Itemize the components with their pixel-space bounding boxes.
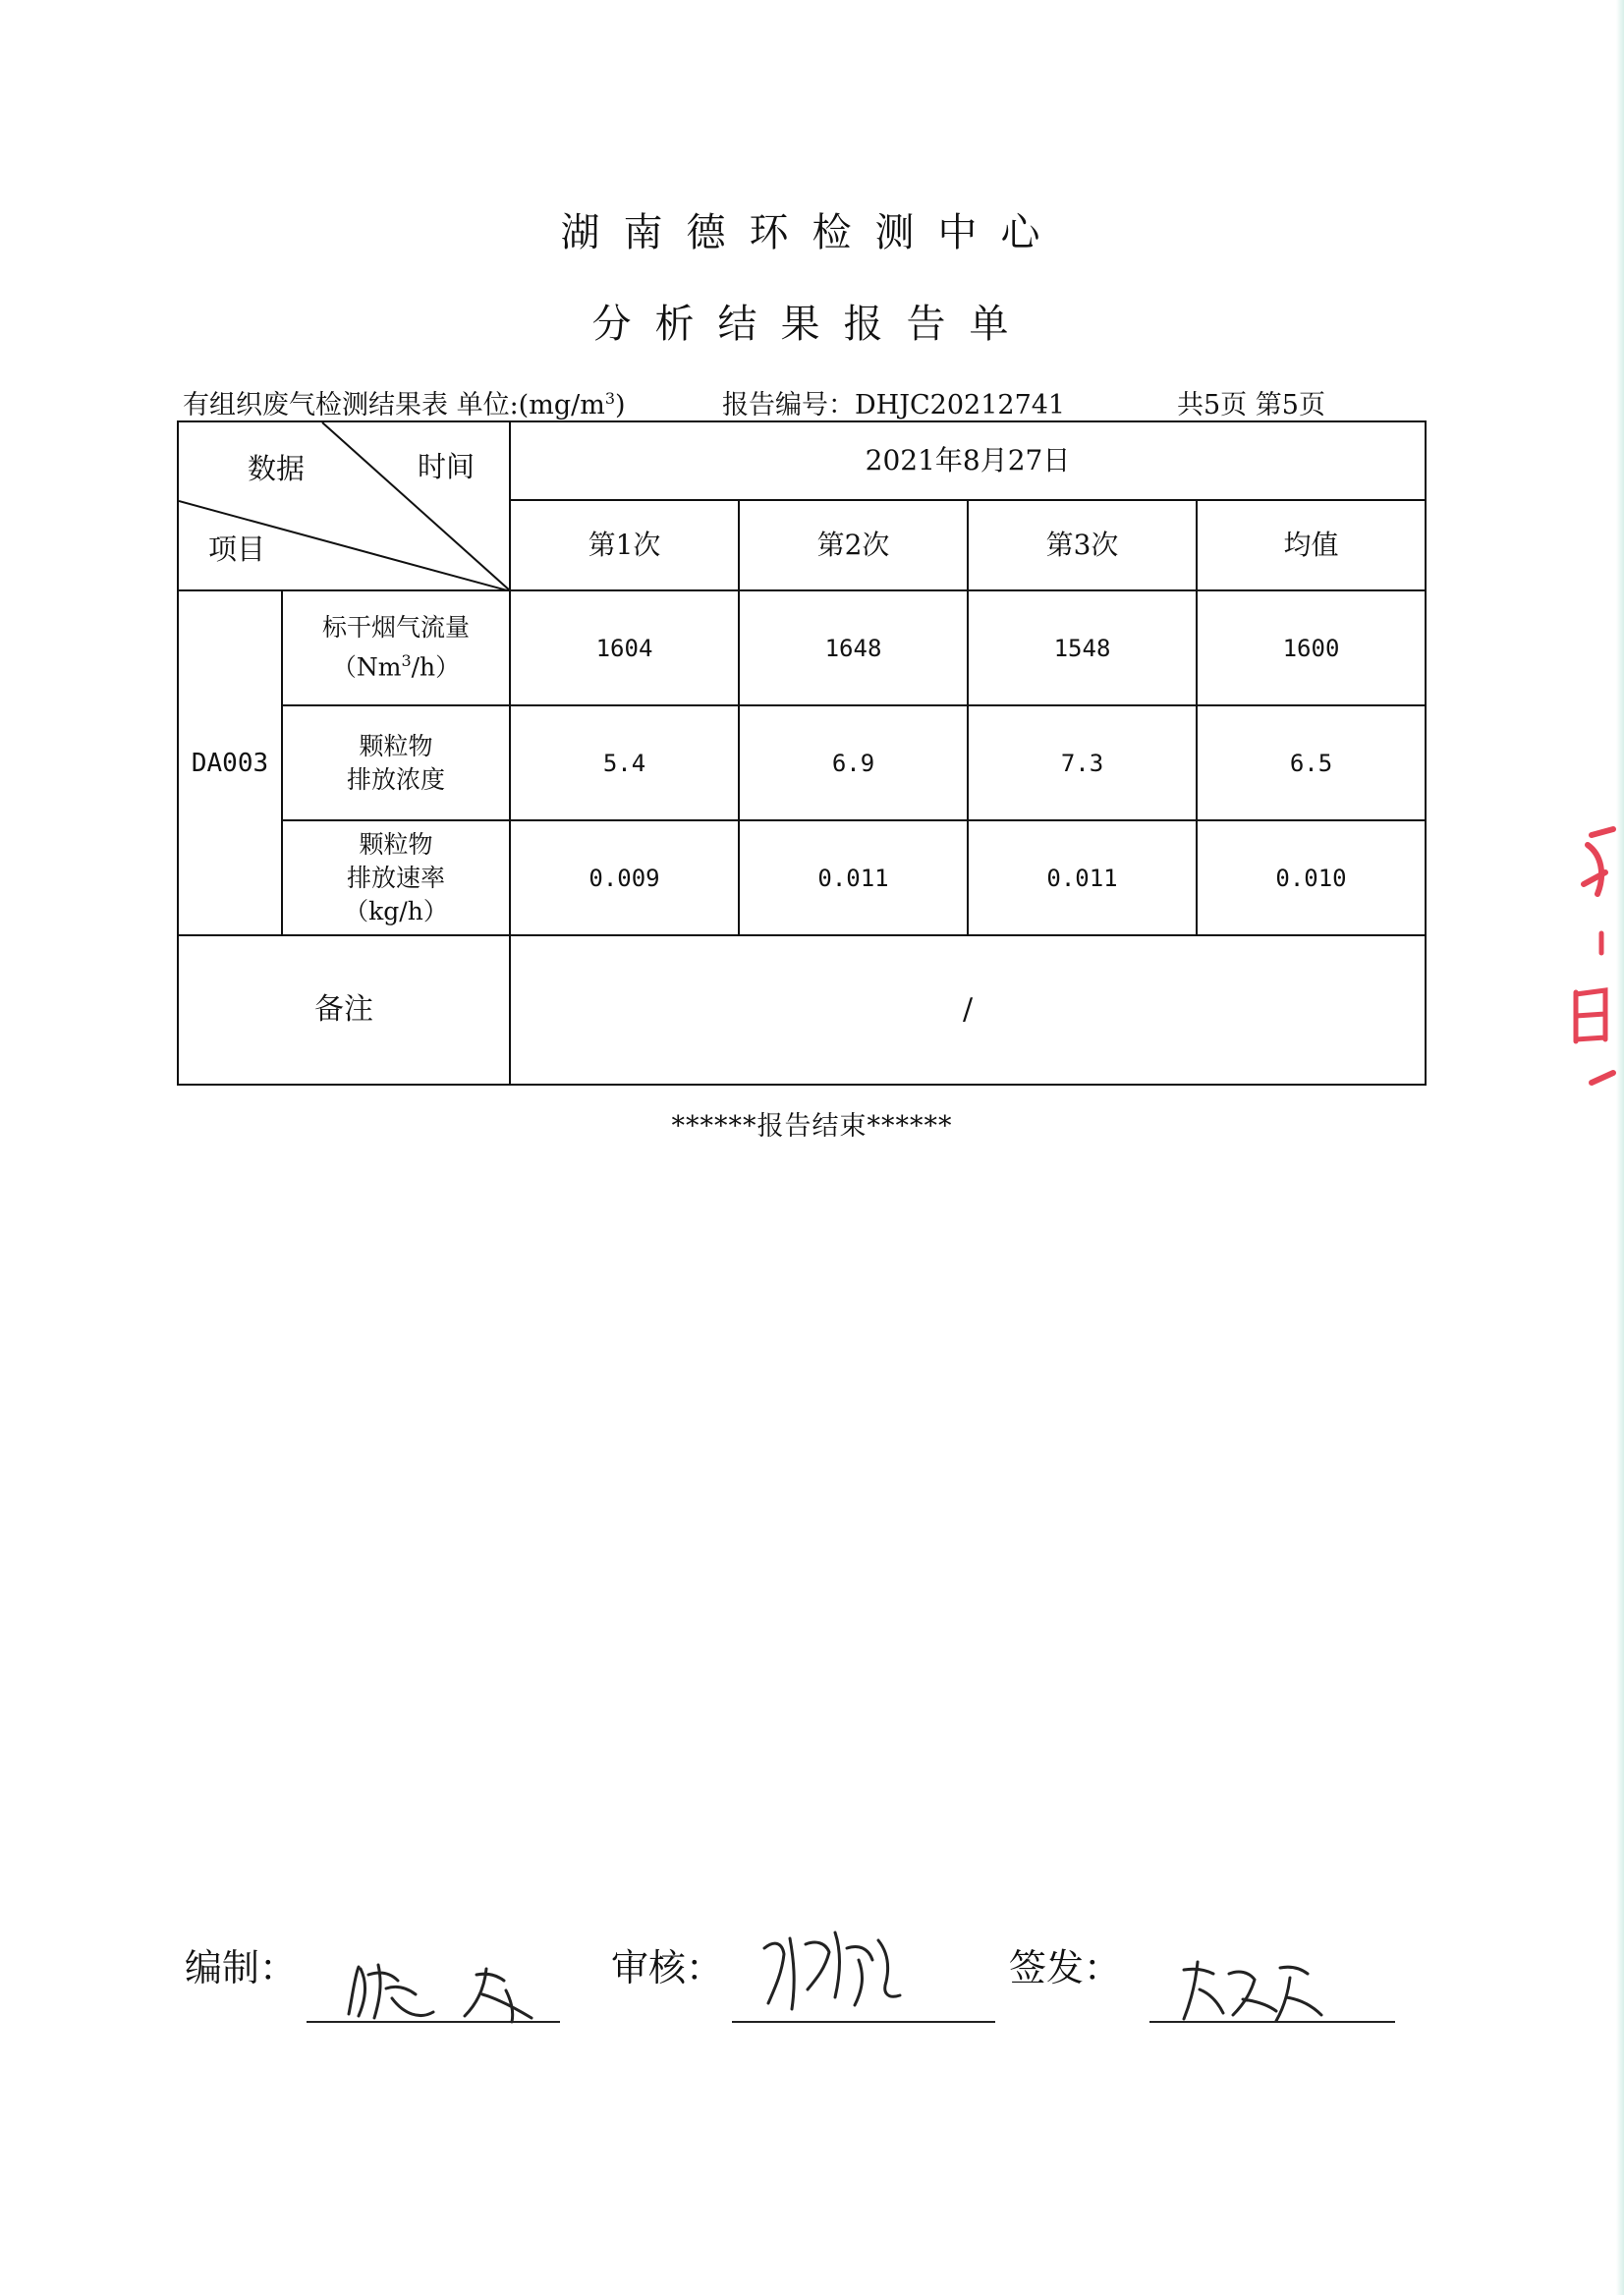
table-row xyxy=(178,590,1426,705)
value-cell: 7.3 xyxy=(968,705,1197,820)
row-label-concentration xyxy=(282,705,510,820)
value-cell: 0.010 xyxy=(1197,820,1426,935)
value-cell: 6.5 xyxy=(1197,705,1426,820)
row-label-line: 颗粒物 xyxy=(359,829,433,859)
value-cell: 1548 xyxy=(968,590,1197,705)
station-cell: DA003 xyxy=(178,590,282,935)
row-label-line: 颗粒物 xyxy=(359,731,433,760)
remark-row xyxy=(178,935,1426,1085)
reviewed-by-label: 审核： xyxy=(611,1946,724,1989)
remark-label: 备注 xyxy=(178,935,510,1085)
col-header-1: 第1次 xyxy=(510,500,739,590)
col-header-avg: 均值 xyxy=(1197,500,1426,590)
row-label-unit: （Nm$^3$/h） xyxy=(331,651,461,682)
date-header: 2021年8月27日 xyxy=(510,421,1426,500)
corner-item-label: 项目 xyxy=(208,532,266,566)
value-cell: 0.011 xyxy=(968,820,1197,935)
results-table xyxy=(177,420,1427,1086)
compiled-signature-icon xyxy=(339,1955,565,2029)
issued-by-label: 签发： xyxy=(1009,1946,1122,1989)
doc-title: 分析结果报告单 xyxy=(591,302,1033,347)
corner-data-label: 数据 xyxy=(248,452,306,485)
row-label-line: 标干烟气流量 xyxy=(321,613,470,643)
row-label-flow xyxy=(282,590,510,705)
value-cell: 5.4 xyxy=(510,705,739,820)
value-cell: 0.011 xyxy=(739,820,968,935)
row-label-unit: （kg/h） xyxy=(344,896,448,925)
report-end-marker: ******报告结束****** xyxy=(671,1111,953,1142)
compiled-by-label: 编制： xyxy=(185,1946,298,1989)
value-cell: 0.009 xyxy=(510,820,739,935)
partial-red-stamp-icon xyxy=(1562,825,1621,1120)
table-name: 有组织废气检测结果表 单位$:(mg/m^3)$ xyxy=(183,389,626,420)
row-label-line: 排放浓度 xyxy=(346,764,445,794)
col-header-3: 第3次 xyxy=(968,500,1197,590)
remark-value: / xyxy=(510,935,1426,1085)
org-name: 湖南德环检测中心 xyxy=(560,210,1064,255)
issued-signature-icon xyxy=(1174,1950,1331,2029)
reviewed-signature-line xyxy=(732,2021,995,2023)
date-row xyxy=(178,421,1426,500)
col-header-2: 第2次 xyxy=(739,500,968,590)
corner-diagonal-lines xyxy=(179,422,511,591)
corner-time-label: 时间 xyxy=(418,450,476,483)
corner-header-cell xyxy=(178,421,510,590)
value-cell: 1604 xyxy=(510,590,739,705)
table-row xyxy=(178,705,1426,820)
report-number: 报告编号：DHJC20212741 xyxy=(722,390,1066,420)
table-row xyxy=(178,820,1426,935)
row-label-line: 排放速率 xyxy=(346,863,445,892)
value-cell: 6.9 xyxy=(739,705,968,820)
value-cell: 1600 xyxy=(1197,590,1426,705)
value-cell: 1648 xyxy=(739,590,968,705)
row-label-rate xyxy=(282,820,510,935)
reviewed-signature-icon xyxy=(756,1921,914,2019)
page-count: 共5页 第5页 xyxy=(1177,390,1325,420)
